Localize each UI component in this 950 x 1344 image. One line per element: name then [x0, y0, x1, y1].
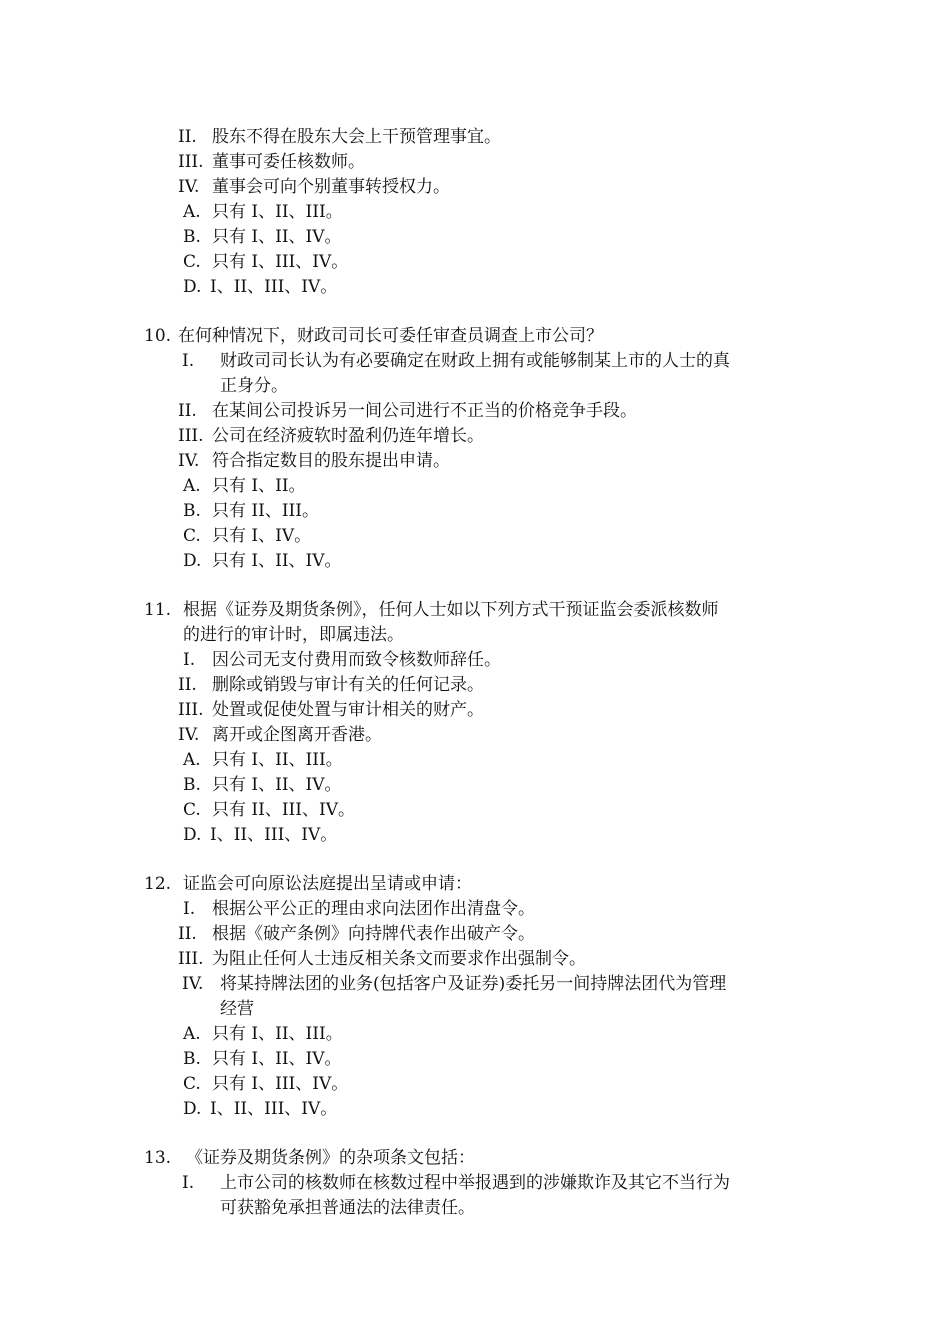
item-text: 董事可委任核数师。 [212, 152, 365, 172]
statement-line [178, 176, 450, 198]
option-line [183, 550, 342, 572]
item-marker: IV. [182, 974, 204, 994]
item-text: 在某间公司投诉另一间公司进行不正当的价格竞争手段。 [212, 401, 637, 421]
statement-line [178, 674, 484, 696]
question-line [144, 599, 719, 621]
option-line [183, 824, 337, 846]
item-marker: 11. [144, 600, 172, 620]
continuation-line [182, 375, 288, 397]
item-text: 公司在经济疲软时盈利仍连年增长。 [212, 426, 484, 446]
item-marker: B. [183, 775, 201, 795]
item-text: 只有 I、II、III。 [212, 202, 343, 222]
item-marker: C. [183, 526, 201, 546]
item-text: 根据《破产条例》向持牌代表作出破产令。 [212, 924, 535, 944]
item-text: 只有 I、IV。 [212, 526, 312, 546]
item-text: 董事会可向个别董事转授权力。 [212, 177, 450, 197]
statement-line [178, 450, 450, 472]
item-text: 符合指定数目的股东提出申请。 [212, 451, 450, 471]
item-marker: 12. [144, 874, 172, 894]
item-text: 只有 I、III、IV。 [212, 1074, 349, 1094]
item-marker: III. [178, 700, 204, 720]
item-text: 《证券及期货条例》的杂项条文包括： [186, 1148, 475, 1168]
item-text: 在何种情况下，财政司司长可委任审查员调查上市公司？ [178, 326, 603, 346]
item-text: 只有 I、III、IV。 [212, 252, 349, 272]
item-text: 上市公司的核数师在核数过程中举报遇到的涉嫌欺诈及其它不当行为 [220, 1173, 730, 1193]
item-text: I、II、III、IV。 [210, 825, 338, 845]
item-text: 只有 II、III、IV。 [212, 800, 355, 820]
item-marker: C. [183, 252, 201, 272]
item-marker [182, 375, 220, 397]
item-marker: II. [178, 924, 197, 944]
item-marker: II. [178, 401, 197, 421]
item-marker: A. [183, 202, 201, 222]
item-text: 删除或销毁与审计有关的任何记录。 [212, 675, 484, 695]
item-marker: III. [178, 152, 204, 172]
item-marker: IV. [178, 451, 200, 471]
item-text: 股东不得在股东大会上干预管理事宜。 [212, 127, 501, 147]
item-text: 只有 I、II。 [212, 476, 306, 496]
statement-line [182, 973, 726, 995]
option-line [183, 749, 343, 771]
option-line [183, 226, 342, 248]
item-text: 只有 I、II、IV。 [212, 775, 342, 795]
item-marker: C. [183, 800, 201, 820]
item-text: 财政司司长认为有必要确定在财政上拥有或能够制某上市的人士的真 [220, 351, 730, 371]
item-marker: IV. [178, 177, 200, 197]
continuation-line [144, 624, 404, 646]
item-text: 因公司无支付费用而致令核数师辞任。 [212, 650, 501, 670]
item-text: 只有 I、II、IV。 [212, 551, 342, 571]
option-line [183, 500, 319, 522]
continuation-line [182, 998, 254, 1020]
item-text: 处置或促使处置与审计相关的财产。 [212, 700, 484, 720]
item-marker: A. [183, 1024, 201, 1044]
item-marker: II. [178, 127, 197, 147]
item-marker [182, 998, 220, 1020]
item-marker [144, 624, 183, 646]
item-text: I、II、III、IV。 [210, 277, 338, 297]
item-marker: C. [183, 1074, 201, 1094]
item-marker: II. [178, 675, 197, 695]
statement-line [178, 126, 501, 148]
option-line [183, 1048, 342, 1070]
question-line [144, 873, 472, 895]
option-line [183, 475, 306, 497]
item-text: 为阻止任何人士违反相关条文而要求作出强制令。 [212, 949, 586, 969]
statement-line [183, 649, 501, 671]
item-marker: I. [182, 1173, 195, 1193]
option-line [183, 774, 342, 796]
item-text: 只有 II、III。 [212, 501, 319, 521]
item-marker: I. [182, 351, 195, 371]
option-line [183, 1073, 348, 1095]
option-line [183, 1098, 337, 1120]
option-line [183, 251, 348, 273]
item-text: 只有 I、II、IV。 [212, 1049, 342, 1069]
option-line [183, 799, 355, 821]
item-text: 只有 I、II、III。 [212, 1024, 343, 1044]
item-text: I、II、III、IV。 [210, 1099, 338, 1119]
option-line [183, 201, 343, 223]
option-line [183, 276, 337, 298]
statement-line [178, 400, 637, 422]
statement-line [178, 948, 586, 970]
item-marker: D. [183, 551, 202, 571]
item-marker: 13. [144, 1148, 172, 1168]
statement-line [182, 1172, 730, 1194]
item-marker: A. [183, 750, 201, 770]
item-marker: B. [183, 501, 201, 521]
option-line [183, 525, 311, 547]
item-marker: B. [183, 227, 201, 247]
item-marker: D. [183, 277, 202, 297]
item-text: 可获豁免承担普通法的法律责任。 [220, 1198, 475, 1218]
item-text: 根据公平公正的理由求向法团作出清盘令。 [212, 899, 535, 919]
item-text: 只有 I、II、III。 [212, 750, 343, 770]
item-text: 证监会可向原讼法庭提出呈请或申请： [183, 874, 472, 894]
question-line [144, 1147, 475, 1169]
item-text: 根据《证券及期货条例》，任何人士如以下列方式干预证监会委派核数师 [183, 600, 719, 620]
statement-line [178, 699, 484, 721]
item-text: 只有 I、II、IV。 [212, 227, 342, 247]
item-marker: A. [183, 476, 201, 496]
continuation-line [182, 1197, 475, 1219]
item-marker: I. [183, 899, 196, 919]
item-text: 将某持牌法团的业务(包括客户及证券)委托另一间持牌法团代为管理 [220, 974, 727, 994]
item-marker: III. [178, 949, 204, 969]
item-text: 正身分。 [220, 376, 288, 396]
item-marker [182, 1197, 220, 1219]
item-marker: IV. [178, 725, 200, 745]
statement-line [183, 898, 535, 920]
statement-line [178, 724, 382, 746]
statement-line [178, 923, 535, 945]
item-marker: D. [183, 825, 202, 845]
item-text: 经营 [220, 999, 254, 1019]
item-marker: D. [183, 1099, 202, 1119]
option-line [183, 1023, 343, 1045]
item-text: 的进行的审计时，即属违法。 [183, 625, 404, 645]
statement-line [178, 425, 484, 447]
statement-line [182, 350, 730, 372]
item-marker: III. [178, 426, 204, 446]
item-marker: I. [183, 650, 196, 670]
item-marker: B. [183, 1049, 201, 1069]
item-text: 离开或企图离开香港。 [212, 725, 382, 745]
question-line [144, 325, 603, 347]
statement-line [178, 151, 365, 173]
item-marker: 10. [144, 326, 172, 346]
